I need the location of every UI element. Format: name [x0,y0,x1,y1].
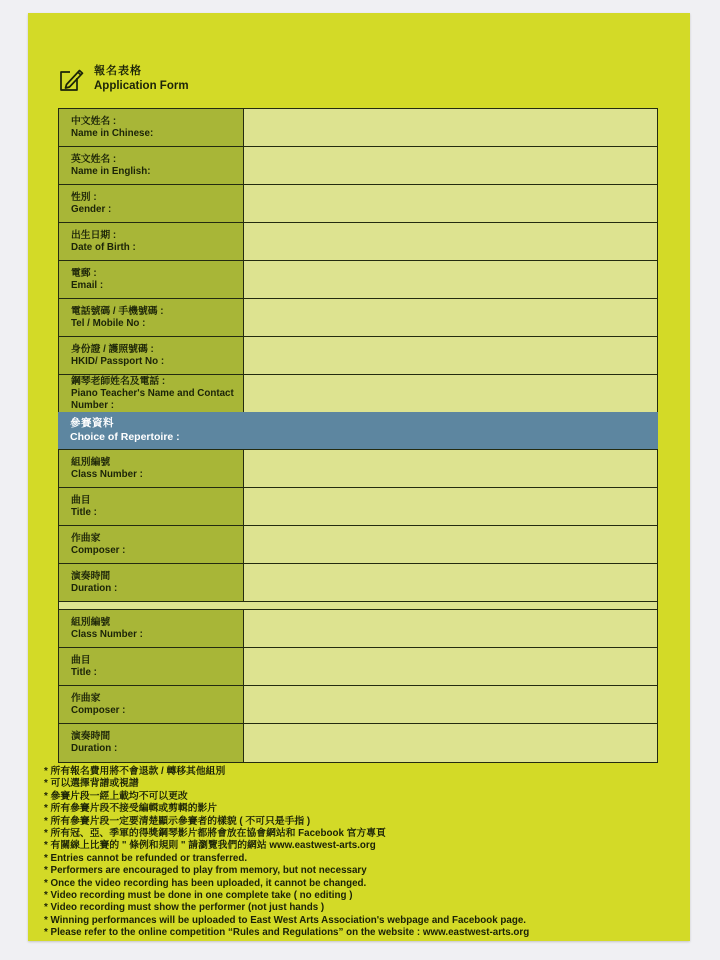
section-header-zh: 參賽資料 [70,416,114,429]
field-input-duration-2[interactable] [244,724,657,762]
field-label-zh: 作曲家 [71,532,101,544]
application-form-table [58,108,658,761]
field-label [59,261,244,299]
field-input-class-number-1[interactable] [244,450,657,488]
field-label [59,724,244,762]
edit-pencil-icon [58,66,85,93]
field-label [59,648,244,686]
field-input-gender[interactable] [244,185,657,223]
row-duration-1 [58,563,658,603]
field-label-zh: 身份證 / 護照號碼 : [71,343,154,355]
note-line: * Entries cannot be refunded or transferred. [44,852,248,864]
field-label [59,610,244,648]
note-line: * 參賽片段一經上載均不可以更改 [44,790,188,802]
note-line: * Once the video recording has been uploaded, it cannot be changed. [44,877,367,889]
row-name-english [58,146,658,186]
row-gender [58,184,658,224]
field-label-en: Gender : [71,203,112,215]
field-label-zh: 鋼琴老師姓名及電話 : [71,375,166,387]
section-header-en: Choice of Repertoire : [70,430,180,443]
field-input-hkid-passport[interactable] [244,337,657,375]
field-label [59,488,244,526]
field-label-zh: 電郵 : [71,267,97,279]
field-label [59,109,244,147]
field-input-composer-1[interactable] [244,526,657,564]
section-header-repertoire [58,412,658,449]
field-label-zh: 英文姓名 : [71,153,117,165]
field-input-date-of-birth[interactable] [244,223,657,261]
note-line: * Please refer to the online competition “Rules and Regulations” on the website : www.eastwest-arts.org [44,927,530,939]
field-label-en: HKID/ Passport No : [71,355,165,367]
form-title-zh: 報名表格 [94,65,142,77]
note-line: * 所有參賽片段不接受編輯或剪輯的影片 [44,803,218,815]
field-label-zh: 演奏時間 [71,731,111,743]
field-label-en: Piano Teacher's Name and Contact Number : [71,387,234,411]
field-label-en: Composer : [71,705,126,717]
row-title-1 [58,487,658,527]
field-label [59,185,244,223]
field-label [59,686,244,724]
field-label-zh: 電話號碼 / 手機號碼 : [71,305,164,317]
field-label-zh: 曲目 [71,655,91,667]
field-label-en: Duration : [71,743,118,755]
note-line: * 所有冠、亞、季軍的得獎鋼琴影片都將會放在協會網站和 Facebook 官方專頁 [44,828,386,840]
row-class-number-1 [58,449,658,489]
field-label [59,147,244,185]
row-composer-1 [58,525,658,565]
note-line: * 可以選擇背譜或視譜 [44,778,139,790]
field-label-zh: 作曲家 [71,693,101,705]
form-title [94,65,189,93]
field-input-name-chinese[interactable] [244,109,657,147]
field-input-email[interactable] [244,261,657,299]
row-duration-2 [58,723,658,763]
field-input-title-1[interactable] [244,488,657,526]
row-email [58,260,658,300]
field-input-title-2[interactable] [244,648,657,686]
field-label-en: Name in Chinese: [71,127,154,139]
field-input-piano-teacher[interactable] [244,375,657,413]
field-label [59,450,244,488]
field-input-duration-1[interactable] [244,564,657,602]
note-line: * Video recording must show the performer (not just hands ) [44,902,325,914]
note-line: * 所有報名費用將不會退款 / 轉移其他組別 [44,766,226,777]
field-label-en: Date of Birth : [71,241,136,253]
note-line: * Video recording must be done in one complete take ( no editing ) [44,890,353,902]
row-tel-mobile [58,298,658,338]
row-class-number-2 [58,609,658,649]
field-label-en: Name in English: [71,165,151,177]
field-input-class-number-2[interactable] [244,610,657,648]
field-label [59,337,244,375]
field-input-tel-mobile[interactable] [244,299,657,337]
field-label [59,223,244,261]
field-label-zh: 組別編號 [71,456,111,468]
form-title-en: Application Form [94,79,189,92]
footnotes [44,766,680,940]
field-label-en: Email : [71,279,104,291]
row-hkid-passport [58,336,658,376]
row-title-2 [58,647,658,687]
field-label-en: Title : [71,506,97,518]
field-label-zh: 性別 : [71,191,97,203]
form-header [58,65,189,93]
field-label-zh: 曲目 [71,494,91,506]
field-label [59,564,244,602]
row-piano-teacher [58,374,658,414]
field-label [59,375,244,413]
note-line: * 有關線上比賽的 " 條例和規則 " 請瀏覽我們的網站 www.eastwest-arts.org [44,840,376,852]
note-line: * Performers are encouraged to play from memory, but not necessary [44,865,367,877]
row-date-of-birth [58,222,658,262]
application-form-page [28,13,690,941]
field-label-en: Class Number : [71,468,143,480]
row-name-chinese [58,108,658,148]
field-input-composer-2[interactable] [244,686,657,724]
note-line: * Winning performances will be uploaded to East West Arts Association's webpage and Facebook page. [44,914,527,926]
note-line: * 所有參賽片段一定要清楚顯示參賽者的樣貌 ( 不可只是手指 ) [44,815,311,827]
field-label-en: Tel / Mobile No : [71,317,146,329]
field-label [59,299,244,337]
field-label-en: Title : [71,667,97,679]
field-label-zh: 中文姓名 : [71,115,117,127]
field-label-en: Class Number : [71,629,143,641]
field-label-en: Composer : [71,544,126,556]
field-label-zh: 演奏時間 [71,570,111,582]
field-label-zh: 出生日期 : [71,229,117,241]
field-input-name-english[interactable] [244,147,657,185]
field-label [59,526,244,564]
field-label-en: Duration : [71,582,118,594]
row-composer-2 [58,685,658,725]
field-label-zh: 組別編號 [71,617,111,629]
